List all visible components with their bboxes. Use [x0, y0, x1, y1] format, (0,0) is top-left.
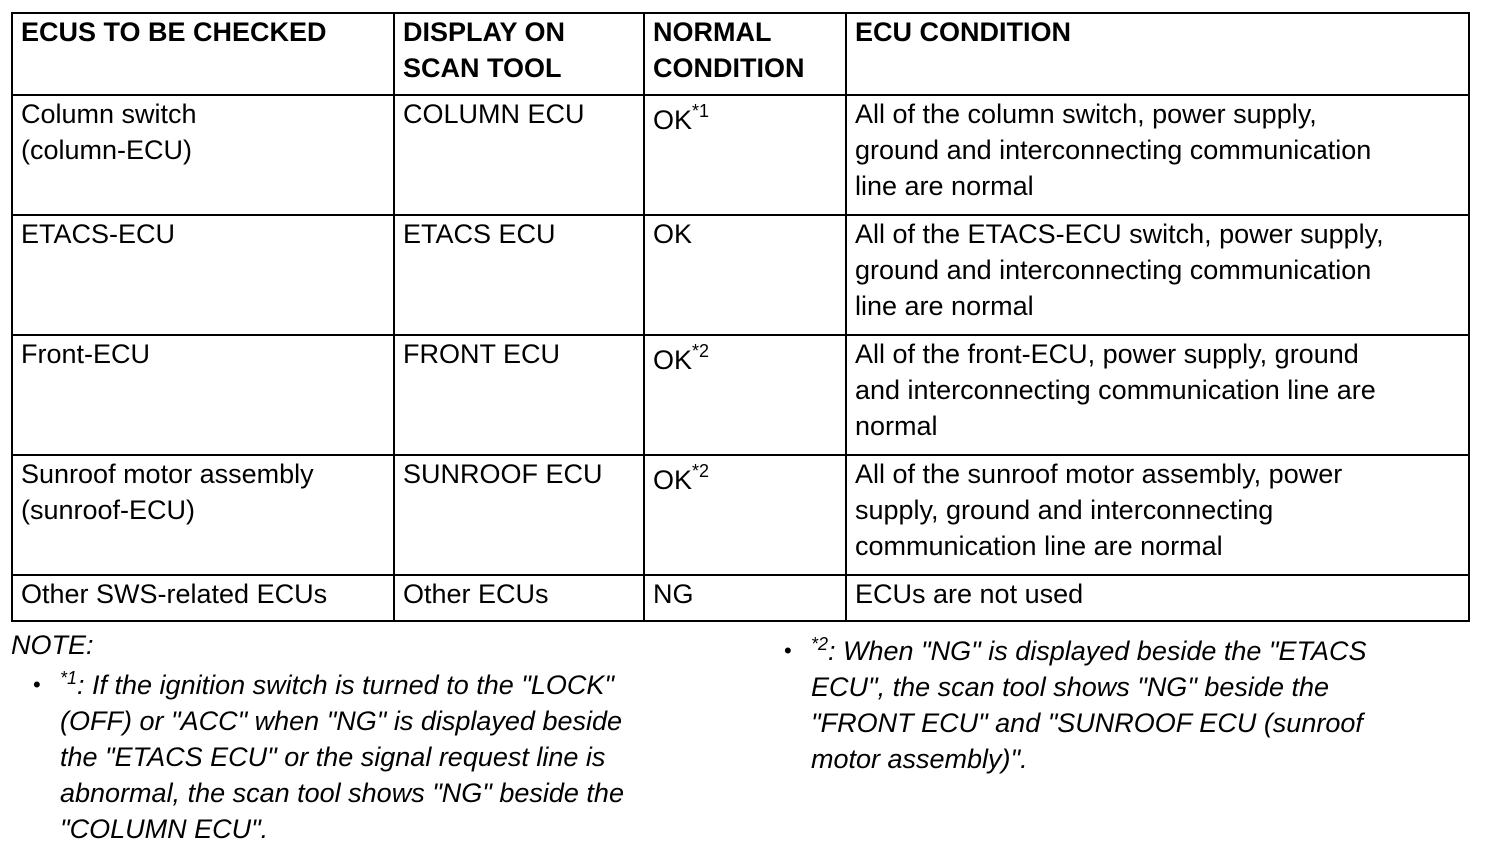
table-header-row: [12, 13, 1469, 95]
note-item-1: • $^{*1}$: If the ignition switch is turned to the "LOCK" (OFF) or "ACC" when "NG" is displayed beside the "ETACS ECU" or the signal request line is abnormal, the scan tool shows "NG" beside the "COLUMN ECU".: [33, 668, 624, 844]
cell-normal: OK$^{*1}$: [644, 95, 846, 215]
header-display-on-scan-tool: DISPLAY ON SCAN TOOL: [394, 13, 644, 95]
footnote-marker: *2: [811, 634, 829, 654]
header-ecu-condition: ECU CONDITION: [846, 13, 1469, 95]
table-row: [12, 455, 1469, 575]
cell-normal: OK: [644, 215, 846, 335]
cell-normal: NG: [644, 575, 846, 621]
footnote-ref: *1: [692, 101, 710, 121]
header-normal-condition: NORMAL CONDITION: [644, 13, 846, 95]
cell-ecu: Sunroof motor assembly (sunroof-ECU): [12, 455, 394, 575]
table-row: [12, 215, 1469, 335]
cell-condition: All of the ETACS-ECU switch, power supply, ground and interconnecting communication line are normal: [846, 215, 1469, 335]
cell-normal: OK$^{*2}$: [644, 455, 846, 575]
ecu-check-table: [11, 12, 1470, 622]
table-row: [12, 335, 1469, 455]
footnote-ref: *2: [692, 461, 710, 481]
cell-display: ETACS ECU: [394, 215, 644, 335]
cell-display: SUNROOF ECU: [394, 455, 644, 575]
cell-condition: ECUs are not used: [846, 575, 1469, 621]
cell-ecu: ETACS-ECU: [12, 215, 394, 335]
note-item-2: • $^{*2}$: When "NG" is displayed beside the "ETACS ECU", the scan tool shows "NG" beside the "FRONT ECU" and "SUNROOF ECU (sunroof motor assembly)".: [784, 634, 1367, 774]
cell-condition: All of the sunroof motor assembly, power supply, ground and interconnecting communication line are normal: [846, 455, 1469, 575]
cell-display: FRONT ECU: [394, 335, 644, 455]
cell-ecu: Column switch (column-ECU): [12, 95, 394, 215]
cell-condition: All of the column switch, power supply, ground and interconnecting communication line are normal: [846, 95, 1469, 215]
footnote-marker: *1: [60, 668, 78, 688]
bullet-icon: •: [33, 672, 41, 697]
table-row: [12, 95, 1469, 215]
cell-display: Other ECUs: [394, 575, 644, 621]
table-row: [12, 575, 1469, 621]
cell-normal: OK$^{*2}$: [644, 335, 846, 455]
header-ecus-to-be-checked: ECUS TO BE CHECKED: [12, 13, 394, 95]
note-title: NOTE:: [11, 630, 94, 660]
cell-condition: All of the front-ECU, power supply, ground and interconnecting communication line are normal: [846, 335, 1469, 455]
cell-display: COLUMN ECU: [394, 95, 644, 215]
cell-ecu: Other SWS-related ECUs: [12, 575, 394, 621]
bullet-icon: •: [784, 638, 792, 663]
cell-ecu: Front-ECU: [12, 335, 394, 455]
footnote-ref: *2: [692, 341, 710, 361]
